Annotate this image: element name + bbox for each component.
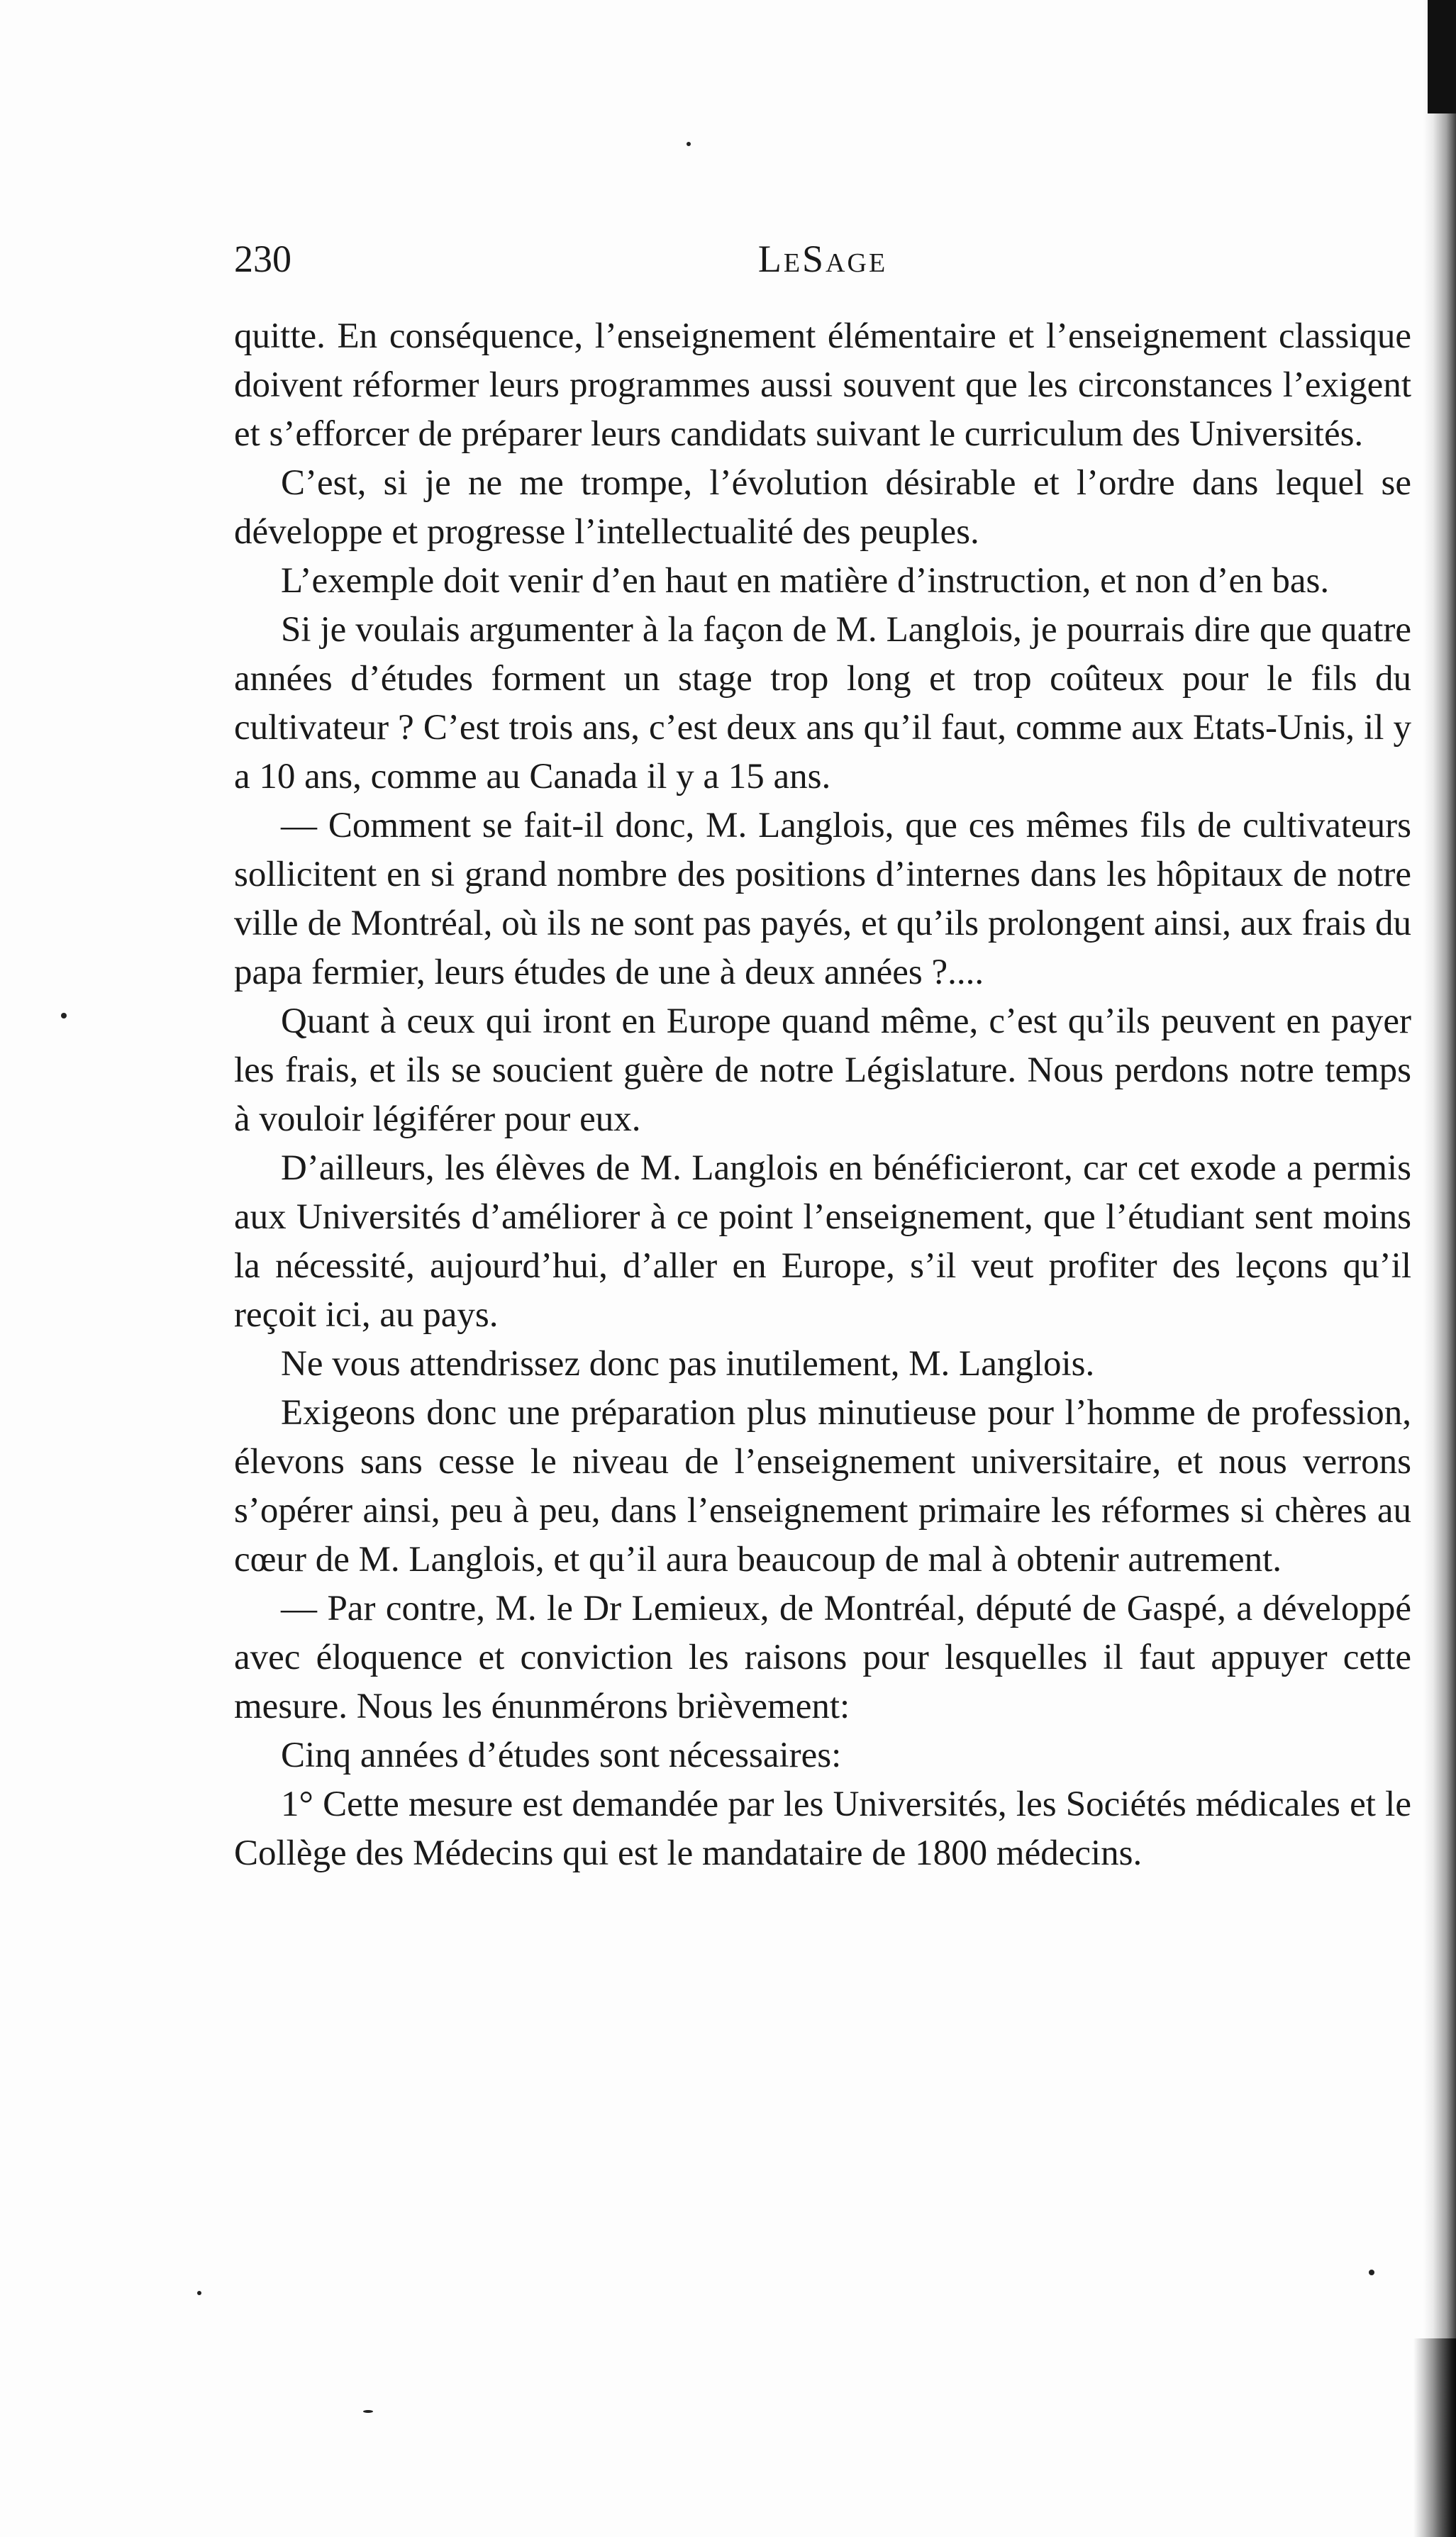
paragraph: Quant à ceux qui iront en Europe quand même, c’est qu’ils peuvent en payer les frais, et ils se soucient guère de notre Législature. Nous perdons notre temps à vouloir légiférer pour eux. xyxy=(234,1001,1411,1139)
paragraph: D’ailleurs, les élèves de M. Langlois en bénéficieront, car cet exode a permis aux Universités d’améliorer à ce point l’enseignement, que l’étudiant sent moins la nécessité, aujourd’hui, d’aller en Europe, s’il veut profiter des leçons qu’il reçoit ici, au pays. xyxy=(234,1148,1411,1335)
print-speck xyxy=(687,142,691,146)
paragraph: 1° Cette mesure est demandée par les Universités, les Sociétés médicales et le Collège des Médecins qui est le mandataire de 1800 médecins. xyxy=(234,1784,1411,1873)
paragraph: quitte. En conséquence, l’enseignement élémentaire et l’enseignement classique doivent réformer leurs programmes aussi souvent que les circonstances l’exigent et s’efforcer de préparer leurs candidats suivant le curriculum des Universités. xyxy=(234,316,1411,454)
page-edge-shadow xyxy=(1423,0,1456,2537)
page-number: 230 xyxy=(234,238,291,280)
paragraph: Cinq années d’études sont nécessaires: xyxy=(281,1736,842,1775)
print-speck xyxy=(61,1013,67,1018)
page-edge-dark-top xyxy=(1428,0,1456,113)
paragraph: — Comment se fait-il donc, M. Langlois, que ces mêmes fils de cultivateurs sollicitent en si grand nombre des positions d’internes dans les hôpitaux de notre ville de Montréal, où ils ne sont pas payés, et qu’ils prolongent ainsi, aux frais du papa fermier, leurs études de une à deux années ?.... xyxy=(234,806,1411,992)
running-head: LeSage xyxy=(757,238,888,280)
paragraph: L’exemple doit venir d’en haut en matière d’instruction, et non d’en bas. xyxy=(281,561,1330,601)
paragraph: Si je voulais argumenter à la façon de M. Langlois, je pourrais dire que quatre années d’études forment un stage trop long et trop coûteux pour le fils du cultivateur ? C’est trois ans, c’est deux ans qu’il faut, comme aux Etats-Unis, il y a 10 ans, comme au Canada il y a 15 ans. xyxy=(234,610,1411,796)
body-text xyxy=(234,312,1411,1878)
print-speck xyxy=(1369,2270,1374,2275)
paragraph: — Par contre, M. le Dr Lemieux, de Montréal, député de Gaspé, a développé avec éloquence et conviction les raisons pour lesquelles il faut appuyer cette mesure. Nous les énunmérons brièvement: xyxy=(234,1589,1411,1726)
page-edge-dark-bottom xyxy=(1413,2338,1456,2537)
page-header xyxy=(234,227,1411,291)
paragraph: Ne vous attendrissez donc pas inutilement, M. Langlois. xyxy=(281,1344,1095,1384)
print-speck xyxy=(363,2410,373,2413)
paragraph: C’est, si je ne me trompe, l’évolution désirable et l’ordre dans lequel se développe et progresse l’intellectualité des peuples. xyxy=(234,463,1411,552)
print-speck xyxy=(197,2291,201,2295)
paragraph: Exigeons donc une préparation plus minutieuse pour l’homme de profession, élevons sans cesse le niveau de l’enseignement universitaire, et nous verrons s’opérer ainsi, peu à peu, dans l’enseignement primaire les réformes si chères au cœur de M. Langlois, et qu’il aura beaucoup de mal à obtenir autrement. xyxy=(234,1393,1411,1580)
